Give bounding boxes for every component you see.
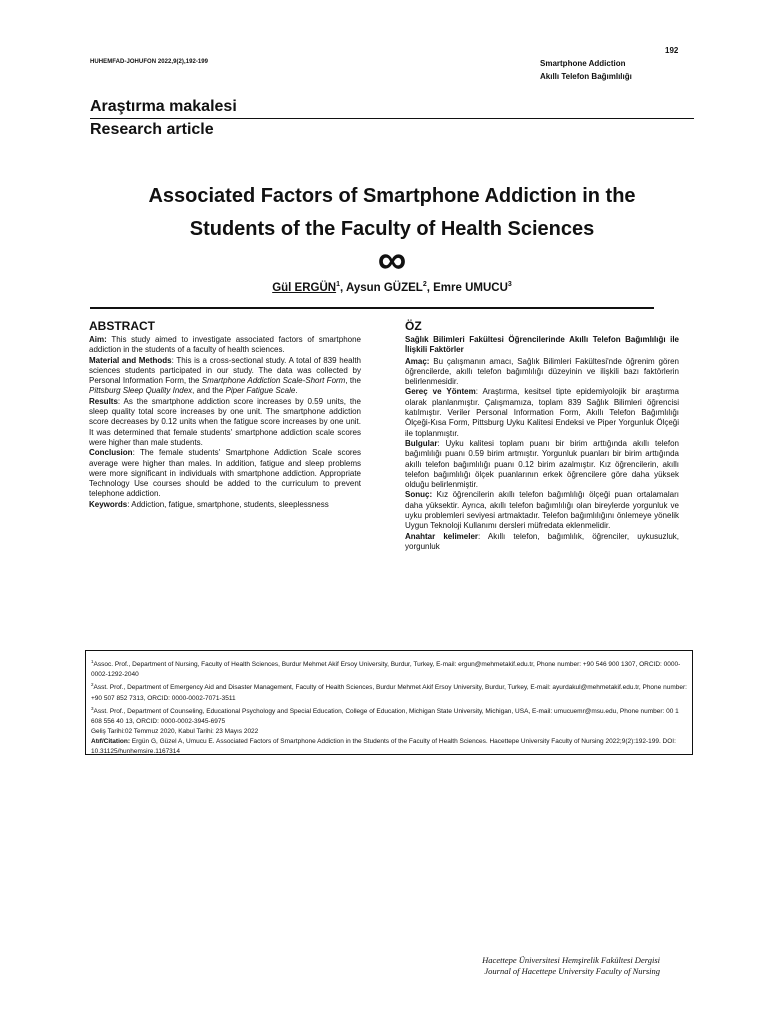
gerec-text: : Araştırma, kesitsel tipte epidemiyolojik bir araştırma olarak planlanmıştır. Çalışmamıza, toplam 839 Sağlık Bilimleri öğrencisi katılmıştır. Veriler Personal Information Form, Akıllı Telefon Bağımlılığı Ölçeği-Kısa Form, Pittsburg Uyku Kalitesi Endeksi ve Piper Yorgunluk Ölçeği ile toplanmıştır. [405, 387, 679, 438]
methods-scale: Piper Fatigue Scale [225, 386, 296, 396]
affiliation-text: Asst. Prof., Department of Emergency Aid and Disaster Management, Faculty of Health Sciences, Burdur Mehmet Akif Ersoy University, Burdur, Turkey, E-mail: ayurdakul@mehmetakif.edu.tr, Phone number: +90 507 852 7313, ORCID: 0000-0002-7071-3511 [91, 684, 687, 702]
abstract-keywords [89, 500, 361, 510]
footer-journal-en: Journal of Hacettepe University Faculty of Nursing [484, 966, 660, 976]
article-type-en: Research article [90, 121, 214, 138]
citation [91, 737, 687, 757]
article-type-rule [90, 118, 694, 119]
author-list [90, 281, 694, 294]
abstract-heading: ABSTRACT [89, 319, 155, 333]
journal-footer [430, 955, 660, 977]
gerec-label: Gereç ve Yöntem [405, 387, 476, 397]
affiliation-sup: 2 [91, 682, 94, 688]
affiliations-box [85, 650, 693, 755]
methods-text: : This is a cross-sectional study. A total of 839 health sciences students participated in our study. The data was collected by Personal Information Form, the [89, 355, 361, 386]
methods-text: . [295, 386, 298, 396]
affiliation-sup: 3 [91, 705, 94, 711]
sonuc-label: Sonuç: [405, 490, 433, 500]
aim-label: Aim: [89, 335, 107, 344]
bulgular-text: : Uyku kalitesi toplam puanı bir birim arttığında akıllı telefon bağımlılığı puanı 0.59 birim artmıştır. Yorgunluk puanları bir birim arttığında akıllı telefon bağımlılığı puanı 0.12 birim azalmıştır. Kız öğrencilerin, akıllı telefon bağımlılığı ölçek puanlarının erkek öğrencilere göre daha yüksek olduğu belirlenmiştir. [405, 438, 679, 490]
oz-amac [405, 357, 679, 388]
citation-label: Atıf/Citation: [91, 738, 130, 746]
abstract-methods [89, 356, 361, 397]
author-2: Aysun GÜZEL [345, 281, 423, 294]
oz-sonuc [405, 490, 679, 531]
oz-anahtar [405, 532, 679, 553]
results-label: Results [89, 396, 118, 406]
running-title-en: Smartphone Addiction [540, 59, 626, 68]
citation-text: Ergün G, Güzel A, Umucu E. Associated Factors of Smartphone Addiction in the Students of the Faculty of Health Sciences. Hacettepe University Faculty of Nursing 2022;9(2):192-199. DOI: 10.31125/hunhemsire.1167314 [91, 738, 676, 756]
anahtar-label: Anahtar kelimeler [405, 531, 479, 541]
amac-text: Bu çalışmanın amacı, Sağlık Bilimleri Fakültesi'nde öğrenim gören öğrencilerde, akıllı telefon bağımlılığı düzeyinin ve ilişkili bazı faktörlerin belirlenmesidir. [405, 356, 679, 387]
keywords-text: : Addiction, fatigue, smartphone, students, sleeplessness [127, 499, 329, 509]
oz-subtitle: Sağlık Bilimleri Fakültesi Öğrencilerinde Akıllı Telefon Bağımlılığı ile İlişkili Faktörler [405, 335, 679, 355]
results-text: : As the smartphone addiction score increases by 0.59 units, the sleep quality total score increases by one unit. The smartphone addiction score decreases by 0.12 units when the fatigue score increases by one unit. It was determined that female students' smartphone addiction scale scores were higher than male students. [89, 396, 361, 447]
author-rule [90, 307, 654, 309]
sonuc-text: Kız öğrencilerin akıllı telefon bağımlılığı ölçeği puan ortalamaları daha yüksektir. Ayrıca, akıllı telefon bağımlılığı olan bireylerde yorgunluk ve uyku problemleri seviyesi artmaktadır. Telefon bağımlılığını önlemeye yönelik Uygun Teknoloji Kullanımı dersleri müfredata eklenmelidir. [405, 490, 679, 531]
oz-gerec [405, 387, 679, 438]
amac-label: Amaç: [405, 356, 430, 366]
footer-journal-tr: Hacettepe Üniversitesi Hemşirelik Fakültesi Dergisi [482, 955, 660, 965]
journal-reference: HUHEMFAD-JOHUFON 2022,9(2),192-199 [90, 59, 209, 65]
paper-title [90, 180, 694, 246]
abstract-aim [89, 335, 361, 356]
affiliation-sup: 1 [91, 659, 94, 664]
affiliation-1 [91, 657, 687, 680]
affiliation-text: Asst. Prof., Department of Counseling, Educational Psychology and Special Education, College of Education, Michigan State University, Michigan, USA, E-mail: umucuemr@msu.edu, Phone number: 00 1 608 556 40 13, ORCID: 0000-0002-3945-6975 [91, 707, 679, 725]
keywords-label: Keywords [89, 499, 128, 509]
infinity-icon: ∞ [377, 238, 407, 282]
title-line-1: Associated Factors of Smartphone Addiction in the [148, 185, 636, 207]
affiliation-text: Assoc. Prof., Department of Nursing, Faculty of Health Sciences, Burdur Mehmet Akif Ersoy University, Burdur, Turkey, E-mail: ergun@mehmetakif.edu.tr, Phone number: +90 546 900 1307, ORCID: 0000-0002-1292-2040 [91, 661, 681, 679]
aim-text: This study aimed to investigate associated factors of smartphone addiction in the students of a faculty of health sciences. [89, 335, 361, 355]
abstract-tr [405, 319, 679, 552]
author-separator: , [339, 281, 346, 294]
abstract-results [89, 397, 361, 448]
article-type-tr: Araştırma makalesi [90, 98, 237, 115]
methods-text: , the [345, 376, 361, 386]
conclusion-label: Conclusion [89, 448, 133, 458]
running-title-tr: Akıllı Telefon Bağımlılığı [540, 72, 632, 81]
author-3: Emre UMUCU [433, 281, 508, 294]
affiliation-2 [91, 680, 687, 703]
methods-scale: Pittsburg Sleep Quality Index [89, 386, 193, 396]
oz-heading: ÖZ [405, 319, 422, 333]
methods-scale: Smartphone Addiction Scale-Short Form [201, 376, 346, 386]
author-1: Gül ERGÜN [272, 281, 337, 294]
oz-bulgular [405, 439, 679, 490]
submission-dates: Geliş Tarihi:02 Temmuz 2020, Kabul Tarihi: 23 Mayıs 2022 [91, 728, 259, 736]
conclusion-text: : The female students' Smartphone Addiction Scale scores average were higher than males. In addition, fatigue and sleep problems were more significant in individuals with smartphone addiction. Appropriate Technology Use courses should be added to the curriculum to prevent telephone addiction. [89, 448, 361, 499]
author-1-sup: 1 [336, 281, 340, 288]
methods-text: , and the [192, 386, 226, 396]
author-separator: , [426, 281, 434, 294]
bulgular-label: Bulgular [405, 438, 438, 448]
page-number: 192 [665, 46, 679, 55]
author-3-sup: 3 [507, 281, 512, 288]
affiliation-3 [91, 704, 687, 727]
running-head [540, 57, 632, 83]
abstract-en [89, 319, 361, 510]
author-2-sup: 2 [422, 281, 427, 288]
anahtar-text: : Akıllı telefon, bağımlılık, öğrenciler, uykusuzluk, yorgunluk [405, 531, 680, 551]
abstract-conclusion [89, 448, 361, 499]
methods-label: Material and Methods [89, 355, 172, 365]
title-line-2: Students of the Faculty of Health Sciences [189, 218, 595, 240]
